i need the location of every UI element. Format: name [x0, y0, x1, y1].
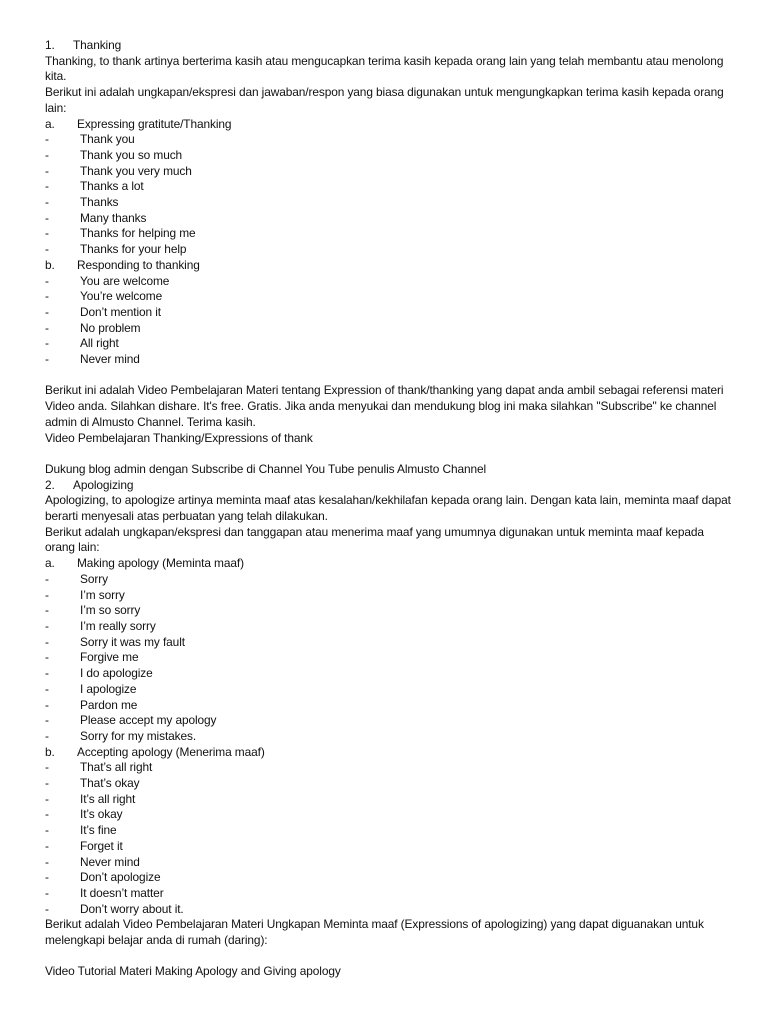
list-item-text: No problem — [80, 320, 141, 335]
list-item — [45, 698, 735, 714]
list-dash: - — [45, 728, 49, 743]
list-dash: - — [45, 210, 49, 225]
list-item-text: That’s okay — [80, 776, 140, 791]
list-item-text: Please accept my apology — [80, 713, 217, 728]
list-item-text: Never mind — [80, 854, 140, 869]
subsection-title: Making apology (Meminta maaf) — [77, 556, 244, 571]
list-dash: - — [45, 179, 49, 194]
paragraph: Apologizing, to apologize artinya meminta maaf atas kesalahan/kekhilafan kepada orang lain. Dengan kata lain, meminta maaf dapat berarti menyesali atas perbuatan yang telah dilakukan. — [45, 493, 731, 524]
list-dash: - — [45, 634, 49, 649]
list-item-text: Thanks a lot — [80, 179, 144, 194]
subsection-heading — [45, 745, 735, 761]
document-page — [45, 38, 735, 980]
list-item-text: It doesn’t matter — [80, 885, 164, 900]
list-item — [45, 164, 735, 180]
list-item-text: I’m really sorry — [80, 618, 156, 633]
list-item — [45, 839, 735, 855]
subsection-heading — [45, 556, 735, 572]
list-dash: - — [45, 163, 49, 178]
list-item — [45, 336, 735, 352]
list-item-text: Sorry it was my fault — [80, 634, 185, 649]
list-item-text: You’re welcome — [80, 289, 163, 304]
list-item-text: Thanks for helping me — [80, 226, 196, 241]
paragraph: Video Pembelajaran Thanking/Expressions of thank — [45, 430, 313, 445]
list-item — [45, 321, 735, 337]
list-dash: - — [45, 273, 49, 288]
subsection-title: Responding to thanking — [77, 257, 200, 272]
list-item — [45, 226, 735, 242]
list-dash: - — [45, 901, 49, 916]
list-item-text: Forget it — [80, 838, 123, 853]
list-item — [45, 619, 735, 635]
subsection-title: Accepting apology (Menerima maaf) — [77, 744, 265, 759]
paragraph: Berikut ini adalah Video Pembelajaran Materi tentang Expression of thank/thanking yang dapat anda ambil sebagai referensi materi Video anda. Silahkan dishare. It's free. Gratis. Jika anda menyukai dan mendukung blog ini maka silahkan "Subscribe" ke channel admin di Almusto Channel. Terima kasih. — [45, 383, 724, 429]
list-item-text: I do apologize — [80, 666, 153, 681]
paragraph: Dukung blog admin dengan Subscribe di Channel You Tube penulis Almusto Channel — [45, 461, 487, 476]
list-item — [45, 682, 735, 698]
list-dash: - — [45, 618, 49, 633]
list-item-text: Don’t mention it — [80, 304, 162, 319]
list-dash: - — [45, 791, 49, 806]
list-dash: - — [45, 352, 49, 367]
list-dash: - — [45, 823, 49, 838]
subsection-letter: b. — [45, 744, 55, 759]
list-item — [45, 242, 735, 258]
list-item-text: It’s fine — [80, 823, 117, 838]
subsection-letter: a. — [45, 556, 55, 571]
list-item — [45, 855, 735, 871]
paragraph: Video Tutorial Materi Making Apology and Giving apology — [45, 964, 341, 979]
list-item — [45, 588, 735, 604]
list-dash: - — [45, 854, 49, 869]
paragraph: Berikut ini adalah ungkapan/ekspresi dan jawaban/respon yang biasa digunakan untuk mengungkapkan terima kasih kepada orang lain: — [45, 85, 724, 115]
list-item-text: Many thanks — [80, 210, 147, 225]
list-item-text: Thank you very much — [80, 163, 192, 178]
list-dash: - — [45, 807, 49, 822]
section-title: Thanking — [73, 38, 122, 52]
list-item — [45, 211, 735, 227]
list-dash: - — [45, 289, 49, 304]
subsection-letter: a. — [45, 116, 55, 131]
list-dash: - — [45, 571, 49, 586]
list-item — [45, 823, 735, 839]
section-number: 2. — [45, 477, 55, 492]
list-item-text: All right — [80, 336, 119, 351]
list-item — [45, 148, 735, 164]
list-item-text: Thanks — [80, 195, 119, 210]
section-heading — [45, 478, 735, 494]
list-dash: - — [45, 666, 49, 681]
list-item — [45, 274, 735, 290]
list-dash: - — [45, 336, 49, 351]
blank-line — [45, 446, 735, 462]
list-dash: - — [45, 304, 49, 319]
list-dash: - — [45, 603, 49, 618]
list-item — [45, 195, 735, 211]
list-item — [45, 870, 735, 886]
subsection-letter: b. — [45, 257, 55, 272]
list-dash: - — [45, 650, 49, 665]
list-item — [45, 352, 735, 368]
section-title: Apologizing — [73, 477, 134, 492]
list-dash: - — [45, 697, 49, 712]
list-item — [45, 289, 735, 305]
list-item-text: Thank you — [80, 132, 135, 147]
list-item — [45, 650, 735, 666]
list-dash: - — [45, 242, 49, 257]
list-item-text: I apologize — [80, 681, 137, 696]
list-item — [45, 179, 735, 195]
list-item-text: Sorry for my mistakes. — [80, 728, 197, 743]
list-item — [45, 305, 735, 321]
list-dash: - — [45, 885, 49, 900]
list-dash: - — [45, 147, 49, 162]
list-item — [45, 776, 735, 792]
list-item-text: I’m sorry — [80, 587, 125, 602]
subsection-heading — [45, 258, 735, 274]
list-item-text: It’s all right — [80, 791, 136, 806]
list-item-text: Don’t worry about it. — [80, 901, 184, 916]
list-dash: - — [45, 681, 49, 696]
list-item-text: Forgive me — [80, 650, 139, 665]
list-dash: - — [45, 226, 49, 241]
list-item — [45, 729, 735, 745]
list-item — [45, 572, 735, 588]
list-item — [45, 666, 735, 682]
list-dash: - — [45, 195, 49, 210]
list-item — [45, 635, 735, 651]
list-item-text: Don’t apologize — [80, 870, 161, 885]
subsection-heading — [45, 117, 735, 133]
list-item — [45, 713, 735, 729]
list-item — [45, 902, 735, 918]
list-dash: - — [45, 760, 49, 775]
section-number: 1. — [45, 38, 55, 52]
list-item — [45, 886, 735, 902]
blank-line — [45, 949, 735, 965]
paragraph: Berikut adalah Video Pembelajaran Materi Ungkapan Meminta maaf (Expressions of apologizing) yang dapat diguanakan untuk melengkapi belajar anda di rumah (daring): — [45, 917, 704, 948]
subsection-title: Expressing gratitute/Thanking — [77, 116, 232, 131]
list-item-text: It’s okay — [80, 807, 123, 822]
list-dash: - — [45, 776, 49, 791]
list-item — [45, 792, 735, 808]
list-dash: - — [45, 132, 49, 147]
list-dash: - — [45, 587, 49, 602]
list-item-text: That’s all right — [80, 760, 153, 775]
list-dash: - — [45, 713, 49, 728]
list-item-text: I’m so sorry — [80, 603, 141, 618]
list-item — [45, 760, 735, 776]
list-item-text: Sorry — [80, 571, 108, 586]
list-item-text: You are welcome — [80, 273, 170, 288]
list-item — [45, 807, 735, 823]
list-dash: - — [45, 838, 49, 853]
list-item-text: Never mind — [80, 352, 140, 367]
list-dash: - — [45, 320, 49, 335]
list-item — [45, 132, 735, 148]
list-item-text: Thank you so much — [80, 147, 183, 162]
list-item-text: Pardon me — [80, 697, 138, 712]
section-heading — [45, 38, 735, 54]
list-item — [45, 603, 735, 619]
list-dash: - — [45, 870, 49, 885]
paragraph: Berikut adalah ungkapan/ekspresi dan tanggapan atau menerima maaf yang umumnya digunakan untuk meminta maaf kepada orang lain: — [45, 524, 704, 555]
blank-line — [45, 368, 735, 384]
list-item-text: Thanks for your help — [80, 242, 187, 257]
paragraph: Thanking, to thank artinya berterima kasih atau mengucapkan terima kasih kepada orang lain yang telah membantu atau menolong kita. — [45, 53, 724, 84]
